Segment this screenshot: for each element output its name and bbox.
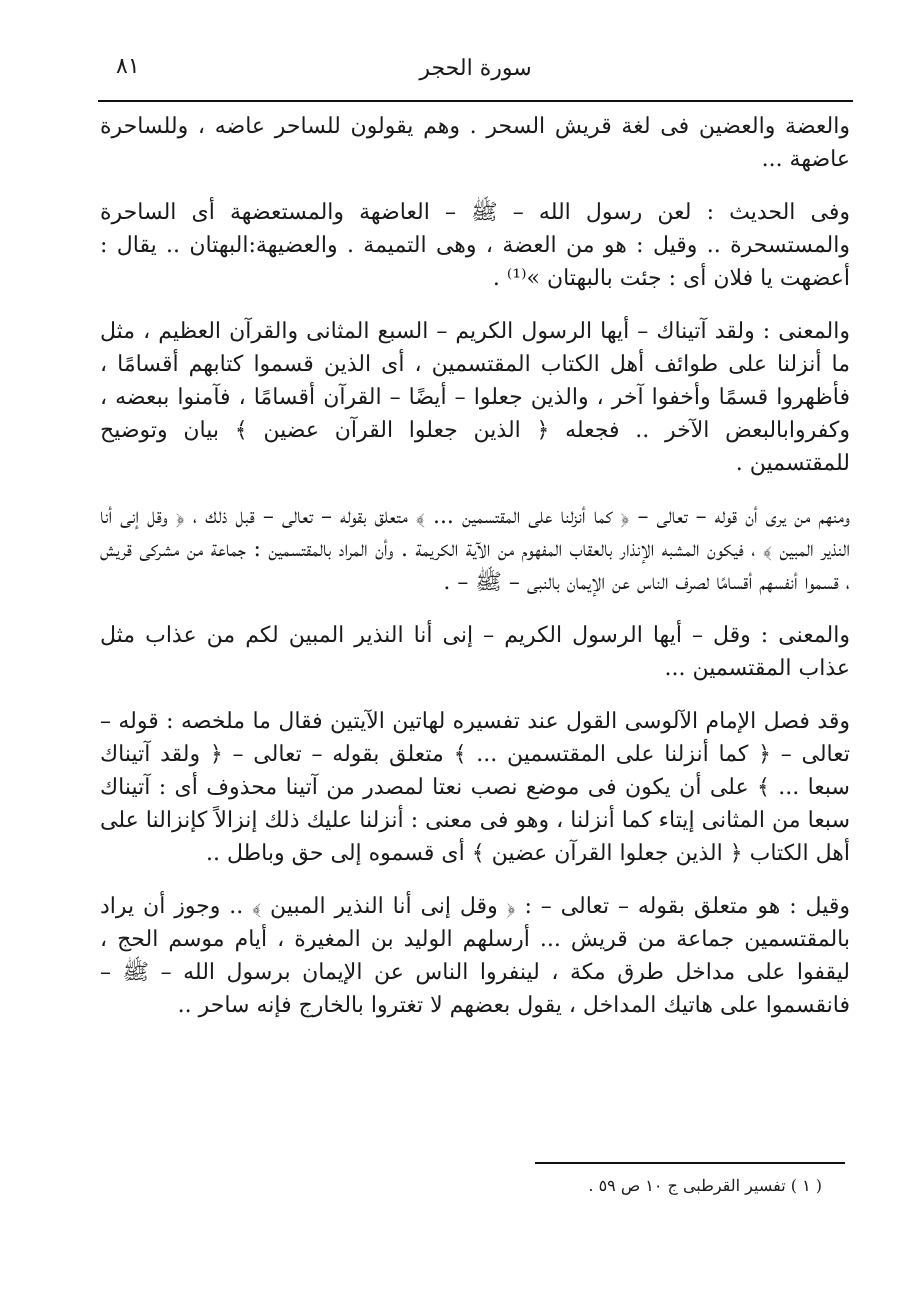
- paragraph: والمعنى : وقل – أيها الرسول الكريم – إنى أنا النذير المبين لكم من عذاب مثل عذاب المقتسمين ...: [100, 623, 850, 681]
- paragraph: وفى الحديث : لعن رسول الله – ﷺ – العاضهة والمستعضهة أى الساحرة والمستسحرة .. وقيل : هو من العضة ، وهى التميمة . والعضيهة:البهتان .. يقال : أعضهت يا فلان أى : جئت بالبهتان »⁽¹⁾ .: [100, 200, 850, 291]
- paragraph: ومنهم من يرى أن قوله – تعالى – ﴿ كما أنزلنا على المقتسمين ... ﴾ متعلق بقوله – تعالى – قبل ذلك ، ﴿ وقل إنى أنا النذير المبين ﴾ ، فيكون المشبه الإنذار بالعقاب المفهوم من الآية الكريمة . وأن المراد بالمقتسمين : جماعة من مشركى قريش ، قسموا أنفسهم أقسامًا لصرف الناس عن الإيمان بالنبى – ﷺ – .: [100, 504, 850, 595]
- paragraph: وقد فصل الإمام الآلوسى القول عند تفسيره لهاتين الآيتين فقال ما ملخصه : قوله – تعالى – ﴿ كما أنزلنا على المقتسمين ... ﴾ متعلق بقوله – تعالى – ﴿ ولقد آتيناك سبعا ... ﴾ على أن يكون فى موضع نصب نعتا لمصدر من آتينا محذوف أى : آتيناك سبعا من المثانى إيتاء كما أنزلنا ، وهو فى معنى : أنزلنا عليك ذلك إنزالاً كإنزالنا على أهل الكتاب ﴿ الذين جعلوا القرآن عضين ﴾ أى قسموه إلى حق وباطل ..: [100, 709, 850, 866]
- body-text: [100, 110, 850, 1042]
- running-title: سورة الحجر: [419, 56, 532, 81]
- footnote-divider: [535, 1162, 845, 1164]
- paragraph: وقيل : هو متعلق بقوله – تعالى – : ﴿ وقل إنى أنا النذير المبين ﴾ .. وجوز أن يراد بالمقتسمين جماعة من قريش ... أرسلهم الوليد بن المغيرة ، أيام موسم الحج ، ليقفوا على مداخل طرق مكة ، لينفروا الناس عن الإيمان برسول الله – ﷺ – فانقسموا على هاتيك المداخل ، يقول بعضهم لا تغتروا بالخارج فإنه ساحر ..: [100, 894, 850, 1018]
- paragraph: والعضة والعضين فى لغة قريش السحر . وهم يقولون للساحر عاضه ، وللساحرة عاضهة ...: [100, 114, 850, 172]
- page-header: [98, 52, 853, 102]
- page-number: ٨١: [116, 54, 140, 79]
- paragraph: والمعنى : ولقد آتيناك – أيها الرسول الكريم – السبع المثانى والقرآن العظيم ، مثل ما أنزلنا على طوائف أهل الكتاب المقتسمين ، أى الذين قسموا كتابهم أقسامًا ، فأظهروا قسمًا وأخفوا آخر ، والذين جعلوا – أيضًا – القرآن أقسامًا ، فآمنوا ببعضه ، وكفروابالبعض الآخر .. فجعله ﴿ الذين جعلوا القرآن عضين ﴾ بيان وتوضيح للمقتسمين .: [100, 319, 850, 476]
- footnote: ( ١ ) تفسير القرطبى ج ١٠ ص ٥٩ .: [588, 1176, 822, 1195]
